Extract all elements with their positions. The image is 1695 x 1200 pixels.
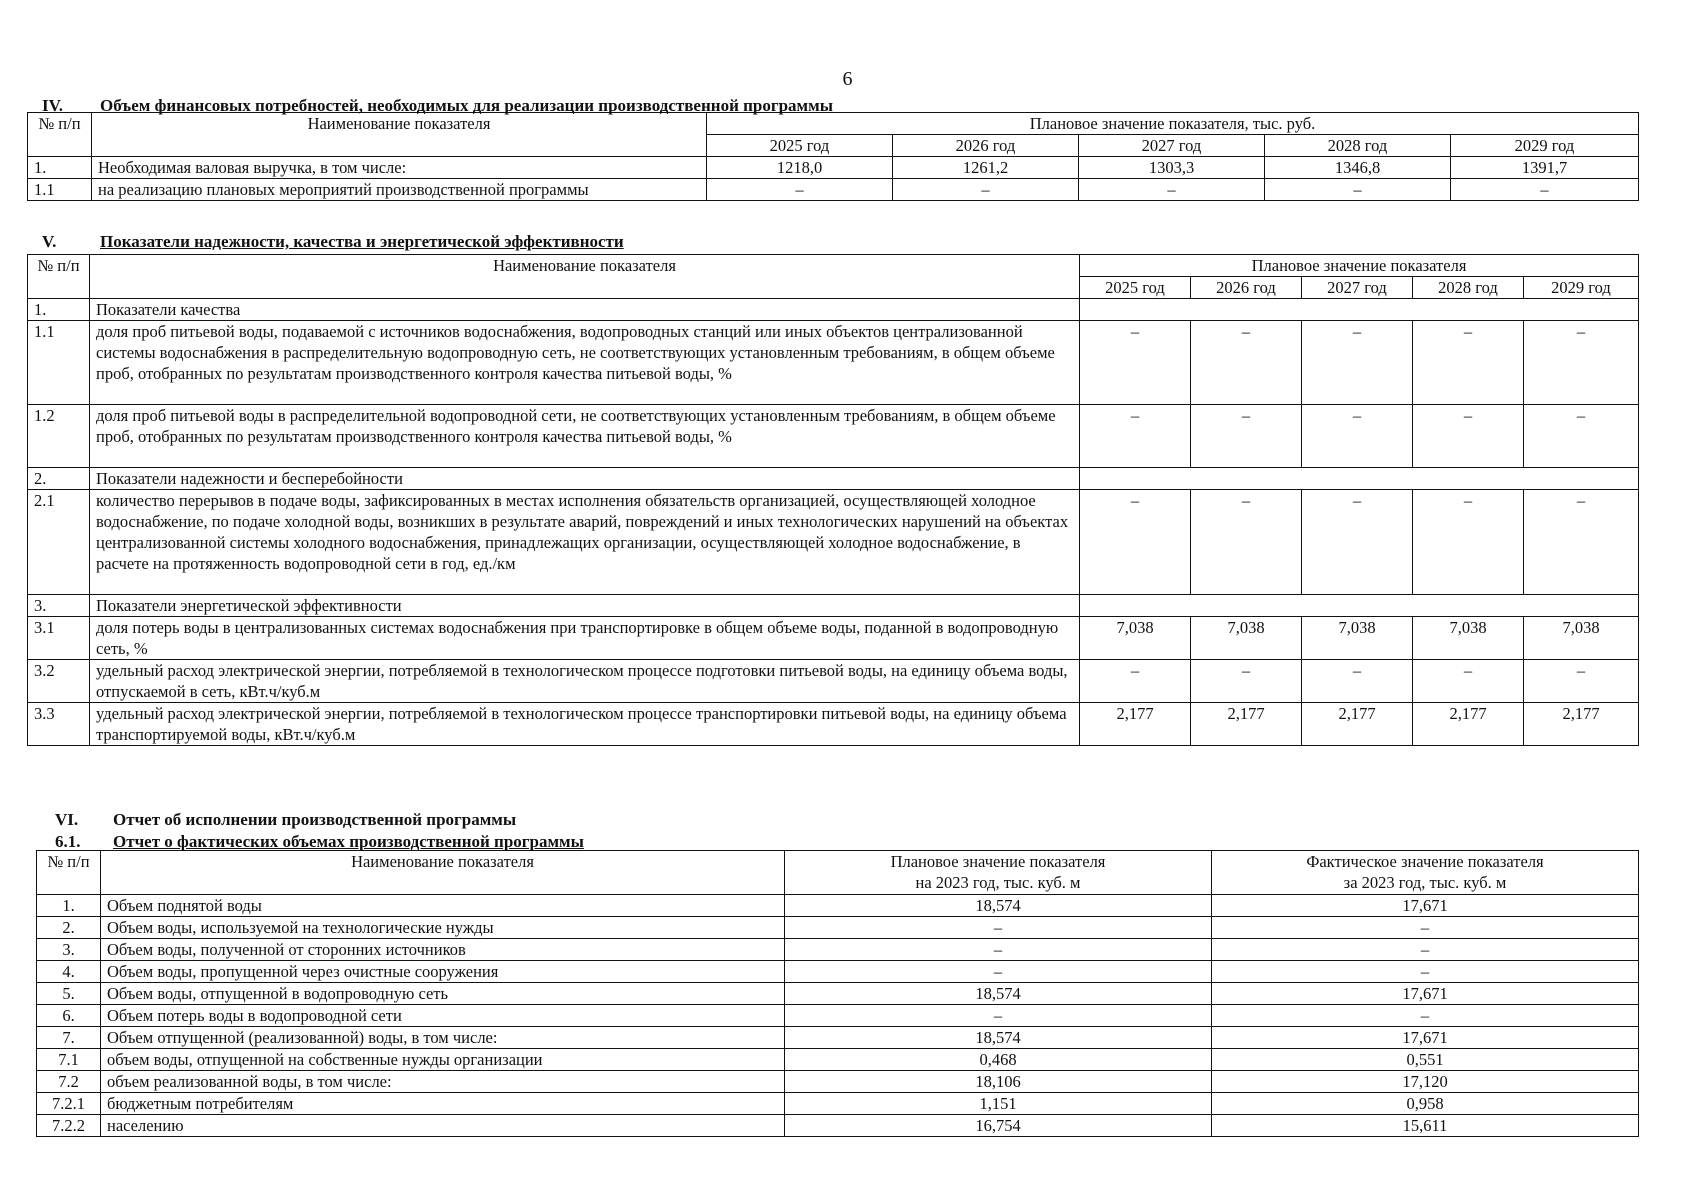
- row-fact-value: –: [1212, 1005, 1639, 1027]
- row-value: –: [1413, 405, 1524, 468]
- table-row: [37, 939, 1639, 961]
- row-name: Объем воды, полученной от сторонних источников: [101, 939, 785, 961]
- table-row: [37, 1093, 1639, 1115]
- row-number: 3.3: [28, 703, 90, 746]
- table-row: [37, 917, 1639, 939]
- t6-header-num: № п/п: [37, 851, 101, 895]
- row-number: 7.1: [37, 1049, 101, 1071]
- row-plan-value: 0,468: [785, 1049, 1212, 1071]
- row-number: 1.2: [28, 405, 90, 468]
- row-name: бюджетным потребителям: [101, 1093, 785, 1115]
- table-row: [28, 321, 1639, 405]
- row-number: 1.: [28, 157, 92, 179]
- row-number: 1.1: [28, 179, 92, 201]
- row-number: 5.: [37, 983, 101, 1005]
- row-value: –: [1413, 321, 1524, 405]
- row-number: 3.2: [28, 660, 90, 703]
- row-number: 1.: [28, 299, 90, 321]
- row-number: 1.1: [28, 321, 90, 405]
- row-number: 7.2: [37, 1071, 101, 1093]
- group-row: [28, 468, 1639, 490]
- t5-year-header: 2026 год: [1191, 277, 1302, 299]
- row-name: Объем потерь воды в водопроводной сети: [101, 1005, 785, 1027]
- table-row: [37, 895, 1639, 917]
- group-row: [28, 299, 1639, 321]
- section-6-number: VI.: [55, 810, 79, 829]
- row-value: –: [1302, 660, 1413, 703]
- row-fact-value: 17,120: [1212, 1071, 1639, 1093]
- row-number: 7.2.2: [37, 1115, 101, 1137]
- row-name: объем воды, отпущенной на собственные нужды организации: [101, 1049, 785, 1071]
- table-row: [37, 1005, 1639, 1027]
- section-6-title: Отчет об исполнении производственной программы: [113, 810, 517, 829]
- row-value: 1391,7: [1451, 157, 1639, 179]
- row-number: 3.: [37, 939, 101, 961]
- row-value: 1303,3: [1079, 157, 1265, 179]
- row-value: 2,177: [1302, 703, 1413, 746]
- t6-header-plan-line2: на 2023 год, тыс. куб. м: [915, 873, 1081, 892]
- section-6-heading: [55, 810, 516, 830]
- row-value: –: [1524, 660, 1639, 703]
- row-value: –: [707, 179, 893, 201]
- row-value: –: [1191, 321, 1302, 405]
- row-value: –: [1302, 490, 1413, 595]
- row-name: доля проб питьевой воды в распределительной водопроводной сети, не соответствующих установленным требованиям, в общем объеме проб, отобранных по результатам производственного контроля качества питьевой воды, %: [90, 405, 1080, 468]
- row-value: –: [1413, 490, 1524, 595]
- row-value: –: [1080, 660, 1191, 703]
- section-6-table: [36, 850, 1639, 1137]
- section-5-number: V.: [42, 232, 57, 251]
- t5-header-name: Наименование показателя: [90, 255, 1080, 299]
- row-value: –: [1191, 660, 1302, 703]
- t5-year-header: 2029 год: [1524, 277, 1639, 299]
- row-empty-values: [1080, 595, 1639, 617]
- row-number: 2.: [28, 468, 90, 490]
- row-value: –: [1080, 321, 1191, 405]
- row-fact-value: 17,671: [1212, 1027, 1639, 1049]
- row-number: 3.: [28, 595, 90, 617]
- row-value: 7,038: [1191, 617, 1302, 660]
- t6-header-fact-line2: за 2023 год, тыс. куб. м: [1343, 873, 1507, 892]
- t4-header-plan: Плановое значение показателя, тыс. руб.: [707, 113, 1639, 135]
- table-row: [28, 660, 1639, 703]
- page-number: 6: [842, 68, 853, 90]
- row-value: 2,177: [1080, 703, 1191, 746]
- group-row: [28, 595, 1639, 617]
- row-number: 2.1: [28, 490, 90, 595]
- row-value: 2,177: [1191, 703, 1302, 746]
- row-number: 1.: [37, 895, 101, 917]
- row-plan-value: 1,151: [785, 1093, 1212, 1115]
- row-value: 7,038: [1080, 617, 1191, 660]
- row-name: Показатели качества: [90, 299, 1080, 321]
- row-empty-values: [1080, 468, 1639, 490]
- t4-year-header: 2029 год: [1451, 135, 1639, 157]
- t4-year-header: 2026 год: [893, 135, 1079, 157]
- row-value: –: [893, 179, 1079, 201]
- section-4-table: [27, 112, 1639, 201]
- row-name: населению: [101, 1115, 785, 1137]
- row-name: количество перерывов в подаче воды, зафиксированных в местах исполнения обязательств организацией, осуществляющей холодное водоснабжение, по подаче холодной воды, возникших в результате аварий, повреждений и иных технологических нарушений на объектах централизованной системы холодного водоснабжения, принадлежащих организации, осуществляющей холодное водоснабжение, в расчете на протяженность водопроводной сети в год, ед./км: [90, 490, 1080, 595]
- row-value: –: [1524, 490, 1639, 595]
- row-plan-value: 18,574: [785, 983, 1212, 1005]
- t4-header-num: № п/п: [28, 113, 92, 157]
- table-row: [37, 1071, 1639, 1093]
- row-value: 2,177: [1413, 703, 1524, 746]
- row-value: –: [1413, 660, 1524, 703]
- row-value: –: [1265, 179, 1451, 201]
- row-number: 6.: [37, 1005, 101, 1027]
- t5-year-header: 2027 год: [1302, 277, 1413, 299]
- t5-header-plan: Плановое значение показателя: [1080, 255, 1639, 277]
- row-name: Объем отпущенной (реализованной) воды, в том числе:: [101, 1027, 785, 1049]
- table-row: [37, 961, 1639, 983]
- row-plan-value: 18,574: [785, 1027, 1212, 1049]
- row-name: объем реализованной воды, в том числе:: [101, 1071, 785, 1093]
- t5-year-header: 2025 год: [1080, 277, 1191, 299]
- row-plan-value: –: [785, 917, 1212, 939]
- row-value: –: [1080, 405, 1191, 468]
- section-5-table: [27, 254, 1639, 746]
- row-value: –: [1079, 179, 1265, 201]
- table-row: [28, 703, 1639, 746]
- section-6-1-number: 6.1.: [55, 832, 81, 851]
- t4-year-header: 2028 год: [1265, 135, 1451, 157]
- row-empty-values: [1080, 299, 1639, 321]
- t4-year-header: 2027 год: [1079, 135, 1265, 157]
- table-row: [37, 983, 1639, 1005]
- row-name: Объем воды, пропущенной через очистные сооружения: [101, 961, 785, 983]
- row-name: удельный расход электрической энергии, потребляемой в технологическом процессе транспортировки питьевой воды, на единицу объема транспортируемой воды, кВт.ч/куб.м: [90, 703, 1080, 746]
- row-plan-value: 18,574: [785, 895, 1212, 917]
- table-row: [37, 1049, 1639, 1071]
- section-4-number: IV.: [42, 96, 63, 115]
- row-fact-value: –: [1212, 939, 1639, 961]
- row-value: 1218,0: [707, 157, 893, 179]
- row-fact-value: 17,671: [1212, 983, 1639, 1005]
- row-value: –: [1524, 321, 1639, 405]
- row-value: 7,038: [1413, 617, 1524, 660]
- t6-header-fact-line1: Фактическое значение показателя: [1306, 852, 1544, 871]
- section-4-title: Объем финансовых потребностей, необходимых для реализации производственной программы: [100, 96, 833, 115]
- row-number: 7.2.1: [37, 1093, 101, 1115]
- section-5-title: Показатели надежности, качества и энергетической эффективности: [100, 232, 624, 251]
- row-name: Необходимая валовая выручка, в том числе:: [92, 157, 707, 179]
- row-fact-value: –: [1212, 961, 1639, 983]
- row-value: –: [1302, 321, 1413, 405]
- row-name: доля потерь воды в централизованных системах водоснабжения при транспортировке в общем объеме воды, поданной в водопроводную сеть, %: [90, 617, 1080, 660]
- t6-header-name: Наименование показателя: [101, 851, 785, 895]
- row-number: 7.: [37, 1027, 101, 1049]
- row-value: 1346,8: [1265, 157, 1451, 179]
- table-row: [28, 179, 1639, 201]
- row-fact-value: 0,958: [1212, 1093, 1639, 1115]
- row-name: удельный расход электрической энергии, потребляемой в технологическом процессе подготовки питьевой воды, на единицу объема воды, отпускаемой в сеть, кВт.ч/куб.м: [90, 660, 1080, 703]
- row-plan-value: 18,106: [785, 1071, 1212, 1093]
- row-name: Показатели надежности и бесперебойности: [90, 468, 1080, 490]
- t4-year-header: 2025 год: [707, 135, 893, 157]
- row-value: –: [1191, 405, 1302, 468]
- row-name: доля проб питьевой воды, подаваемой с источников водоснабжения, водопроводных станций или иных объектов централизованной системы водоснабжения в распределительную водопроводную сеть, не соответствующих установленным требованиям, в общем объеме проб, отобранных по результатам производственного контроля качества питьевой воды, %: [90, 321, 1080, 405]
- row-plan-value: –: [785, 1005, 1212, 1027]
- table-row: [28, 157, 1639, 179]
- row-fact-value: –: [1212, 917, 1639, 939]
- t6-header-plan: [785, 851, 1212, 895]
- row-number: 3.1: [28, 617, 90, 660]
- row-value: 1261,2: [893, 157, 1079, 179]
- row-number: 2.: [37, 917, 101, 939]
- row-name: на реализацию плановых мероприятий производственной программы: [92, 179, 707, 201]
- row-value: –: [1524, 405, 1639, 468]
- table-row: [28, 490, 1639, 595]
- row-name: Показатели энергетической эффективности: [90, 595, 1080, 617]
- row-name: Объем поднятой воды: [101, 895, 785, 917]
- row-value: –: [1451, 179, 1639, 201]
- row-plan-value: –: [785, 961, 1212, 983]
- row-number: 4.: [37, 961, 101, 983]
- row-value: 2,177: [1524, 703, 1639, 746]
- t4-header-name: Наименование показателя: [92, 113, 707, 157]
- row-name: Объем воды, отпущенной в водопроводную сеть: [101, 983, 785, 1005]
- section-6-1-title: Отчет о фактических объемах производственной программы: [113, 832, 584, 851]
- row-fact-value: 15,611: [1212, 1115, 1639, 1137]
- row-value: –: [1191, 490, 1302, 595]
- row-plan-value: 16,754: [785, 1115, 1212, 1137]
- row-value: –: [1080, 490, 1191, 595]
- row-fact-value: 0,551: [1212, 1049, 1639, 1071]
- row-value: 7,038: [1524, 617, 1639, 660]
- t6-header-plan-line1: Плановое значение показателя: [890, 852, 1106, 871]
- table-row: [37, 1115, 1639, 1137]
- section-6-1-heading: [55, 832, 584, 852]
- row-value: 7,038: [1302, 617, 1413, 660]
- row-value: –: [1302, 405, 1413, 468]
- row-name: Объем воды, используемой на технологические нужды: [101, 917, 785, 939]
- section-5-heading: [42, 232, 624, 252]
- row-plan-value: –: [785, 939, 1212, 961]
- table-row: [37, 1027, 1639, 1049]
- table-row: [28, 405, 1639, 468]
- t5-year-header: 2028 год: [1413, 277, 1524, 299]
- table-row: [28, 617, 1639, 660]
- row-fact-value: 17,671: [1212, 895, 1639, 917]
- t5-header-num: № п/п: [28, 255, 90, 299]
- t6-header-fact: [1212, 851, 1639, 895]
